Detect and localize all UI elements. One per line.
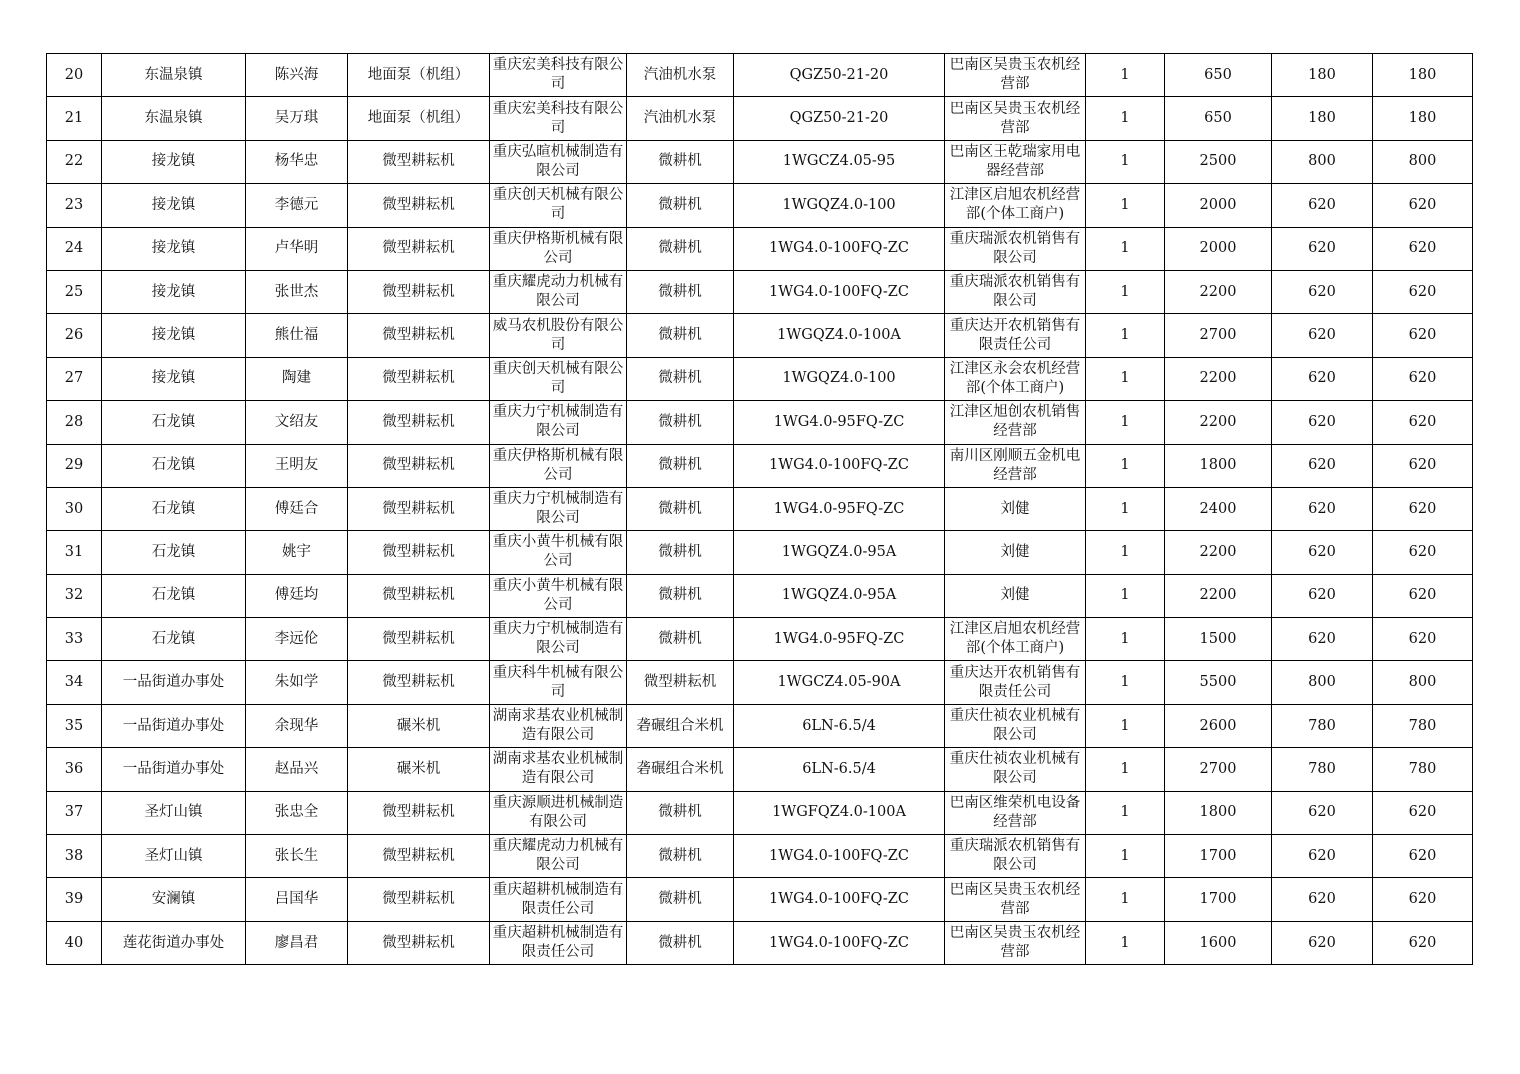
table-row — [47, 835, 1473, 878]
quantity-cell: 1 — [1086, 704, 1165, 747]
manufacturer-cell: 湖南求基农业机械制造有限公司 — [490, 748, 627, 791]
quantity-cell: 1 — [1086, 97, 1165, 140]
quantity-cell: 1 — [1086, 531, 1165, 574]
dealer-cell: 刘健 — [945, 531, 1086, 574]
model-cell: 6LN-6.5/4 — [734, 704, 945, 747]
machine-category-cell: 微型耕耘机 — [348, 574, 490, 617]
table-row — [47, 618, 1473, 661]
sale-price-cell: 2200 — [1165, 357, 1272, 400]
table-row — [47, 97, 1473, 140]
row-number-cell: 34 — [47, 661, 102, 704]
row-number-cell: 28 — [47, 401, 102, 444]
town-cell: 一品街道办事处 — [102, 661, 246, 704]
sale-price-cell: 1500 — [1165, 618, 1272, 661]
product-name-cell: 微耕机 — [627, 531, 734, 574]
town-cell: 莲花街道办事处 — [102, 921, 246, 964]
dealer-cell: 巴南区吴贵玉农机经营部 — [945, 97, 1086, 140]
manufacturer-cell: 威马农机股份有限公司 — [490, 314, 627, 357]
manufacturer-cell: 重庆源顺进机械制造有限公司 — [490, 791, 627, 834]
buyer-name-cell: 赵品兴 — [246, 748, 348, 791]
table-row — [47, 140, 1473, 183]
town-cell: 石龙镇 — [102, 574, 246, 617]
town-cell: 东温泉镇 — [102, 97, 246, 140]
dealer-cell: 重庆仕祯农业机械有限公司 — [945, 704, 1086, 747]
machine-category-cell: 微型耕耘机 — [348, 270, 490, 313]
row-number-cell: 22 — [47, 140, 102, 183]
model-cell: 1WG4.0-95FQ-ZC — [734, 618, 945, 661]
model-cell: 1WGQZ4.0-95A — [734, 531, 945, 574]
town-cell: 石龙镇 — [102, 618, 246, 661]
unit-subsidy-cell: 620 — [1272, 227, 1373, 270]
manufacturer-cell: 重庆弘暄机械制造有限公司 — [490, 140, 627, 183]
product-name-cell: 微耕机 — [627, 574, 734, 617]
sale-price-cell: 2700 — [1165, 314, 1272, 357]
total-subsidy-cell: 620 — [1373, 444, 1473, 487]
town-cell: 安澜镇 — [102, 878, 246, 921]
quantity-cell: 1 — [1086, 748, 1165, 791]
unit-subsidy-cell: 620 — [1272, 487, 1373, 530]
row-number-cell: 31 — [47, 531, 102, 574]
product-name-cell: 微耕机 — [627, 878, 734, 921]
quantity-cell: 1 — [1086, 54, 1165, 97]
dealer-cell: 重庆仕祯农业机械有限公司 — [945, 748, 1086, 791]
quantity-cell: 1 — [1086, 661, 1165, 704]
sale-price-cell: 2000 — [1165, 227, 1272, 270]
total-subsidy-cell: 620 — [1373, 791, 1473, 834]
unit-subsidy-cell: 620 — [1272, 921, 1373, 964]
buyer-name-cell: 王明友 — [246, 444, 348, 487]
unit-subsidy-cell: 620 — [1272, 835, 1373, 878]
row-number-cell: 38 — [47, 835, 102, 878]
town-cell: 圣灯山镇 — [102, 791, 246, 834]
dealer-cell: 重庆瑞派农机销售有限公司 — [945, 227, 1086, 270]
quantity-cell: 1 — [1086, 140, 1165, 183]
model-cell: 1WGQZ4.0-95A — [734, 574, 945, 617]
product-name-cell: 微耕机 — [627, 227, 734, 270]
total-subsidy-cell: 780 — [1373, 704, 1473, 747]
machine-category-cell: 微型耕耘机 — [348, 487, 490, 530]
unit-subsidy-cell: 620 — [1272, 270, 1373, 313]
buyer-name-cell: 姚宇 — [246, 531, 348, 574]
total-subsidy-cell: 620 — [1373, 574, 1473, 617]
sale-price-cell: 2400 — [1165, 487, 1272, 530]
town-cell: 圣灯山镇 — [102, 835, 246, 878]
town-cell: 一品街道办事处 — [102, 748, 246, 791]
unit-subsidy-cell: 620 — [1272, 401, 1373, 444]
quantity-cell: 1 — [1086, 878, 1165, 921]
buyer-name-cell: 陈兴海 — [246, 54, 348, 97]
unit-subsidy-cell: 800 — [1272, 661, 1373, 704]
quantity-cell: 1 — [1086, 921, 1165, 964]
unit-subsidy-cell: 180 — [1272, 54, 1373, 97]
row-number-cell: 33 — [47, 618, 102, 661]
table-row — [47, 314, 1473, 357]
sale-price-cell: 2200 — [1165, 574, 1272, 617]
model-cell: 1WGQZ4.0-100 — [734, 357, 945, 400]
sale-price-cell: 2600 — [1165, 704, 1272, 747]
total-subsidy-cell: 620 — [1373, 314, 1473, 357]
table-row — [47, 878, 1473, 921]
row-number-cell: 30 — [47, 487, 102, 530]
product-name-cell: 砻碾组合米机 — [627, 704, 734, 747]
machine-category-cell: 微型耕耘机 — [348, 835, 490, 878]
model-cell: 1WGCZ4.05-90A — [734, 661, 945, 704]
model-cell: 1WGQZ4.0-100 — [734, 184, 945, 227]
sale-price-cell: 650 — [1165, 54, 1272, 97]
product-name-cell: 微耕机 — [627, 921, 734, 964]
sale-price-cell: 2200 — [1165, 270, 1272, 313]
model-cell: 1WGCZ4.05-95 — [734, 140, 945, 183]
manufacturer-cell: 重庆小黄牛机械有限公司 — [490, 574, 627, 617]
unit-subsidy-cell: 800 — [1272, 140, 1373, 183]
machine-category-cell: 微型耕耘机 — [348, 401, 490, 444]
machine-category-cell: 微型耕耘机 — [348, 878, 490, 921]
unit-subsidy-cell: 780 — [1272, 704, 1373, 747]
machine-category-cell: 微型耕耘机 — [348, 357, 490, 400]
unit-subsidy-cell: 180 — [1272, 97, 1373, 140]
dealer-cell: 重庆瑞派农机销售有限公司 — [945, 270, 1086, 313]
model-cell: 1WGQZ4.0-100A — [734, 314, 945, 357]
quantity-cell: 1 — [1086, 227, 1165, 270]
unit-subsidy-cell: 620 — [1272, 184, 1373, 227]
buyer-name-cell: 吕国华 — [246, 878, 348, 921]
dealer-cell: 江津区启旭农机经营部(个体工商户) — [945, 618, 1086, 661]
sale-price-cell: 2200 — [1165, 531, 1272, 574]
buyer-name-cell: 傅廷合 — [246, 487, 348, 530]
dealer-cell: 巴南区王乾瑞家用电器经营部 — [945, 140, 1086, 183]
manufacturer-cell: 重庆力宁机械制造有限公司 — [490, 618, 627, 661]
buyer-name-cell: 廖昌君 — [246, 921, 348, 964]
quantity-cell: 1 — [1086, 184, 1165, 227]
row-number-cell: 35 — [47, 704, 102, 747]
manufacturer-cell: 重庆伊格斯机械有限公司 — [490, 227, 627, 270]
table-row — [47, 444, 1473, 487]
buyer-name-cell: 卢华明 — [246, 227, 348, 270]
model-cell: 1WG4.0-100FQ-ZC — [734, 835, 945, 878]
unit-subsidy-cell: 620 — [1272, 444, 1373, 487]
row-number-cell: 40 — [47, 921, 102, 964]
dealer-cell: 刘健 — [945, 574, 1086, 617]
sale-price-cell: 1600 — [1165, 921, 1272, 964]
total-subsidy-cell: 800 — [1373, 140, 1473, 183]
dealer-cell: 巴南区吴贵玉农机经营部 — [945, 54, 1086, 97]
unit-subsidy-cell: 620 — [1272, 314, 1373, 357]
table-row — [47, 227, 1473, 270]
unit-subsidy-cell: 620 — [1272, 574, 1373, 617]
model-cell: 1WG4.0-95FQ-ZC — [734, 401, 945, 444]
machine-category-cell: 微型耕耘机 — [348, 444, 490, 487]
product-name-cell: 微耕机 — [627, 487, 734, 530]
model-cell: 1WGFQZ4.0-100A — [734, 791, 945, 834]
dealer-cell: 重庆瑞派农机销售有限公司 — [945, 835, 1086, 878]
quantity-cell: 1 — [1086, 444, 1165, 487]
sale-price-cell: 2500 — [1165, 140, 1272, 183]
dealer-cell: 巴南区吴贵玉农机经营部 — [945, 921, 1086, 964]
town-cell: 接龙镇 — [102, 227, 246, 270]
sale-price-cell: 1800 — [1165, 791, 1272, 834]
town-cell: 接龙镇 — [102, 314, 246, 357]
unit-subsidy-cell: 780 — [1272, 748, 1373, 791]
manufacturer-cell: 重庆伊格斯机械有限公司 — [490, 444, 627, 487]
table-row — [47, 270, 1473, 313]
table-row — [47, 704, 1473, 747]
manufacturer-cell: 重庆耀虎动力机械有限公司 — [490, 270, 627, 313]
model-cell: 1WG4.0-100FQ-ZC — [734, 270, 945, 313]
manufacturer-cell: 重庆宏美科技有限公司 — [490, 97, 627, 140]
buyer-name-cell: 傅廷均 — [246, 574, 348, 617]
model-cell: 1WG4.0-100FQ-ZC — [734, 227, 945, 270]
quantity-cell: 1 — [1086, 487, 1165, 530]
row-number-cell: 32 — [47, 574, 102, 617]
buyer-name-cell: 张忠全 — [246, 791, 348, 834]
product-name-cell: 微耕机 — [627, 791, 734, 834]
product-name-cell: 微耕机 — [627, 184, 734, 227]
unit-subsidy-cell: 620 — [1272, 357, 1373, 400]
buyer-name-cell: 李远伦 — [246, 618, 348, 661]
buyer-name-cell: 余现华 — [246, 704, 348, 747]
buyer-name-cell: 李德元 — [246, 184, 348, 227]
table-body — [47, 54, 1473, 965]
table-row — [47, 921, 1473, 964]
manufacturer-cell: 重庆耀虎动力机械有限公司 — [490, 835, 627, 878]
product-name-cell: 微耕机 — [627, 835, 734, 878]
table-row — [47, 54, 1473, 97]
product-name-cell: 汽油机水泵 — [627, 54, 734, 97]
machine-category-cell: 微型耕耘机 — [348, 921, 490, 964]
town-cell: 接龙镇 — [102, 140, 246, 183]
sale-price-cell: 5500 — [1165, 661, 1272, 704]
town-cell: 东温泉镇 — [102, 54, 246, 97]
dealer-cell: 巴南区吴贵玉农机经营部 — [945, 878, 1086, 921]
dealer-cell: 江津区旭创农机销售经营部 — [945, 401, 1086, 444]
quantity-cell: 1 — [1086, 574, 1165, 617]
row-number-cell: 23 — [47, 184, 102, 227]
quantity-cell: 1 — [1086, 357, 1165, 400]
machine-category-cell: 地面泵（机组） — [348, 97, 490, 140]
machine-category-cell: 碾米机 — [348, 748, 490, 791]
dealer-cell: 重庆达开农机销售有限责任公司 — [945, 314, 1086, 357]
machine-category-cell: 微型耕耘机 — [348, 661, 490, 704]
machine-category-cell: 地面泵（机组） — [348, 54, 490, 97]
dealer-cell: 重庆达开农机销售有限责任公司 — [945, 661, 1086, 704]
buyer-name-cell: 吴万琪 — [246, 97, 348, 140]
quantity-cell: 1 — [1086, 618, 1165, 661]
total-subsidy-cell: 620 — [1373, 357, 1473, 400]
manufacturer-cell: 重庆创天机械有限公司 — [490, 184, 627, 227]
town-cell: 接龙镇 — [102, 357, 246, 400]
row-number-cell: 36 — [47, 748, 102, 791]
total-subsidy-cell: 620 — [1373, 227, 1473, 270]
subsidy-table — [46, 53, 1473, 965]
row-number-cell: 24 — [47, 227, 102, 270]
product-name-cell: 微耕机 — [627, 401, 734, 444]
row-number-cell: 39 — [47, 878, 102, 921]
table-row — [47, 531, 1473, 574]
machine-category-cell: 微型耕耘机 — [348, 184, 490, 227]
table-row — [47, 748, 1473, 791]
total-subsidy-cell: 620 — [1373, 270, 1473, 313]
total-subsidy-cell: 620 — [1373, 487, 1473, 530]
total-subsidy-cell: 620 — [1373, 184, 1473, 227]
model-cell: 1WG4.0-100FQ-ZC — [734, 878, 945, 921]
buyer-name-cell: 张长生 — [246, 835, 348, 878]
model-cell: QGZ50-21-20 — [734, 97, 945, 140]
product-name-cell: 微耕机 — [627, 314, 734, 357]
quantity-cell: 1 — [1086, 791, 1165, 834]
model-cell: 1WG4.0-95FQ-ZC — [734, 487, 945, 530]
row-number-cell: 20 — [47, 54, 102, 97]
total-subsidy-cell: 180 — [1373, 54, 1473, 97]
model-cell: 1WG4.0-100FQ-ZC — [734, 444, 945, 487]
sale-price-cell: 2000 — [1165, 184, 1272, 227]
total-subsidy-cell: 180 — [1373, 97, 1473, 140]
manufacturer-cell: 重庆超耕机械制造有限责任公司 — [490, 878, 627, 921]
table-row — [47, 184, 1473, 227]
unit-subsidy-cell: 620 — [1272, 531, 1373, 574]
quantity-cell: 1 — [1086, 314, 1165, 357]
total-subsidy-cell: 620 — [1373, 835, 1473, 878]
dealer-cell: 江津区永会农机经营部(个体工商户) — [945, 357, 1086, 400]
town-cell: 石龙镇 — [102, 444, 246, 487]
machine-category-cell: 碾米机 — [348, 704, 490, 747]
manufacturer-cell: 重庆小黄牛机械有限公司 — [490, 531, 627, 574]
sale-price-cell: 1700 — [1165, 835, 1272, 878]
product-name-cell: 汽油机水泵 — [627, 97, 734, 140]
row-number-cell: 37 — [47, 791, 102, 834]
dealer-cell: 南川区刚顺五金机电经营部 — [945, 444, 1086, 487]
machine-category-cell: 微型耕耘机 — [348, 791, 490, 834]
row-number-cell: 25 — [47, 270, 102, 313]
manufacturer-cell: 重庆超耕机械制造有限责任公司 — [490, 921, 627, 964]
manufacturer-cell: 重庆创天机械有限公司 — [490, 357, 627, 400]
total-subsidy-cell: 620 — [1373, 531, 1473, 574]
town-cell: 接龙镇 — [102, 184, 246, 227]
manufacturer-cell: 重庆宏美科技有限公司 — [490, 54, 627, 97]
product-name-cell: 微耕机 — [627, 444, 734, 487]
table-row — [47, 401, 1473, 444]
manufacturer-cell: 重庆力宁机械制造有限公司 — [490, 487, 627, 530]
total-subsidy-cell: 780 — [1373, 748, 1473, 791]
row-number-cell: 27 — [47, 357, 102, 400]
machine-category-cell: 微型耕耘机 — [348, 618, 490, 661]
row-number-cell: 26 — [47, 314, 102, 357]
unit-subsidy-cell: 620 — [1272, 878, 1373, 921]
machine-category-cell: 微型耕耘机 — [348, 531, 490, 574]
table-row — [47, 487, 1473, 530]
total-subsidy-cell: 620 — [1373, 878, 1473, 921]
machine-category-cell: 微型耕耘机 — [348, 140, 490, 183]
unit-subsidy-cell: 620 — [1272, 618, 1373, 661]
model-cell: 6LN-6.5/4 — [734, 748, 945, 791]
buyer-name-cell: 朱如学 — [246, 661, 348, 704]
total-subsidy-cell: 620 — [1373, 618, 1473, 661]
town-cell: 一品街道办事处 — [102, 704, 246, 747]
sale-price-cell: 1800 — [1165, 444, 1272, 487]
sale-price-cell: 1700 — [1165, 878, 1272, 921]
total-subsidy-cell: 620 — [1373, 401, 1473, 444]
model-cell: 1WG4.0-100FQ-ZC — [734, 921, 945, 964]
model-cell: QGZ50-21-20 — [734, 54, 945, 97]
product-name-cell: 微耕机 — [627, 140, 734, 183]
manufacturer-cell: 重庆力宁机械制造有限公司 — [490, 401, 627, 444]
machine-category-cell: 微型耕耘机 — [348, 314, 490, 357]
table-row — [47, 574, 1473, 617]
dealer-cell: 刘健 — [945, 487, 1086, 530]
quantity-cell: 1 — [1086, 270, 1165, 313]
buyer-name-cell: 张世杰 — [246, 270, 348, 313]
product-name-cell: 微耕机 — [627, 618, 734, 661]
product-name-cell: 微耕机 — [627, 357, 734, 400]
town-cell: 石龙镇 — [102, 401, 246, 444]
product-name-cell: 微耕机 — [627, 270, 734, 313]
dealer-cell: 巴南区维荣机电设备经营部 — [945, 791, 1086, 834]
sale-price-cell: 2700 — [1165, 748, 1272, 791]
row-number-cell: 29 — [47, 444, 102, 487]
product-name-cell: 砻碾组合米机 — [627, 748, 734, 791]
quantity-cell: 1 — [1086, 401, 1165, 444]
manufacturer-cell: 重庆科牛机械有限公司 — [490, 661, 627, 704]
quantity-cell: 1 — [1086, 835, 1165, 878]
total-subsidy-cell: 620 — [1373, 921, 1473, 964]
town-cell: 接龙镇 — [102, 270, 246, 313]
buyer-name-cell: 杨华忠 — [246, 140, 348, 183]
sale-price-cell: 2200 — [1165, 401, 1272, 444]
unit-subsidy-cell: 620 — [1272, 791, 1373, 834]
dealer-cell: 江津区启旭农机经营部(个体工商户) — [945, 184, 1086, 227]
table-row — [47, 791, 1473, 834]
total-subsidy-cell: 800 — [1373, 661, 1473, 704]
town-cell: 石龙镇 — [102, 487, 246, 530]
table-row — [47, 357, 1473, 400]
machine-category-cell: 微型耕耘机 — [348, 227, 490, 270]
sale-price-cell: 650 — [1165, 97, 1272, 140]
row-number-cell: 21 — [47, 97, 102, 140]
town-cell: 石龙镇 — [102, 531, 246, 574]
buyer-name-cell: 陶建 — [246, 357, 348, 400]
manufacturer-cell: 湖南求基农业机械制造有限公司 — [490, 704, 627, 747]
buyer-name-cell: 熊仕福 — [246, 314, 348, 357]
buyer-name-cell: 文绍友 — [246, 401, 348, 444]
product-name-cell: 微型耕耘机 — [627, 661, 734, 704]
table-row — [47, 661, 1473, 704]
